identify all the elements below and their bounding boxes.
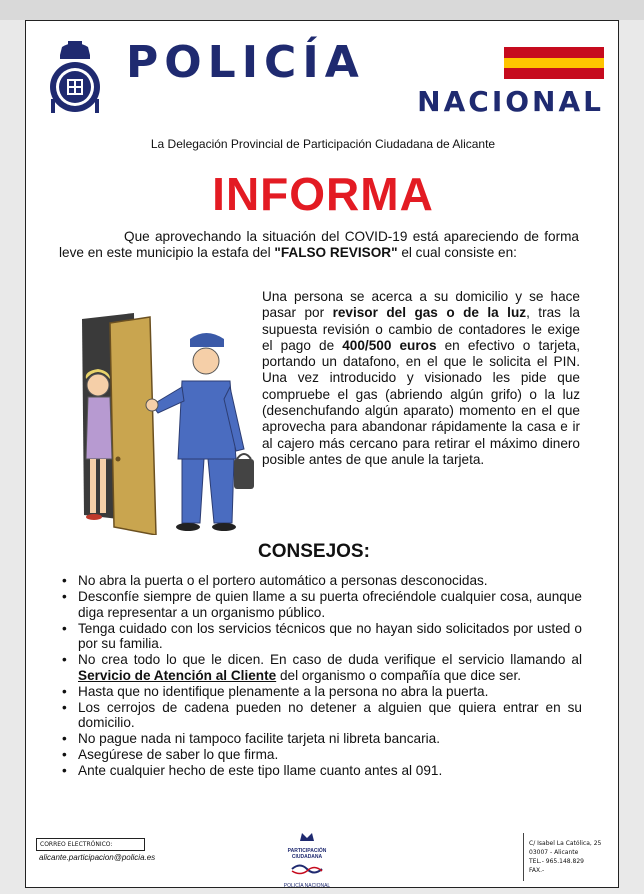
tip-text: Ante cualquier hecho de este tipo llame cuanto antes al 091. (78, 763, 443, 779)
story-text-1: Una persona se acerca a su domicilio y se hace pasar por (262, 289, 580, 321)
bullet: • (62, 652, 67, 668)
tip-text: Tenga cuidado con los servicios técnicos que no hayan sido solicitados por usted o por su familia. (78, 620, 582, 652)
policia-nacional-logo (126, 39, 606, 119)
handshake-icon (290, 860, 324, 878)
story-bold-revisor: revisor del gas o de la luz (332, 305, 527, 321)
informa-heading: INFORMA (212, 168, 434, 220)
bullet: • (62, 683, 67, 699)
tip-text: Los cerrojos de cadena pueden no detener a alguien que quiera entrar en su domicilio. (78, 699, 582, 731)
intro-paragraph (59, 229, 579, 261)
tips-list (62, 573, 582, 779)
address-block (529, 839, 614, 875)
bullet: • (62, 699, 67, 715)
tip-text: No abra la puerta o el portero automático a personas desconocidas. (78, 573, 488, 588)
footer-logo-bottom: POLICÍA NACIONAL (283, 883, 331, 889)
list-item (62, 684, 582, 700)
email-label: CORREO ELECTRÓNICO: (36, 838, 145, 851)
address-fax: FAX.- (529, 867, 545, 874)
poster-page (25, 20, 619, 888)
list-item (62, 763, 582, 779)
scam-description (262, 289, 580, 468)
tip-text: del organismo o compañía que dice ser. (276, 667, 522, 683)
crown-icon (298, 829, 316, 843)
tip-text: No pague nada ni tampoco facilite tarjeta ni libreta bancaria. (78, 731, 440, 747)
background-strip (0, 0, 644, 20)
list-item (62, 573, 582, 589)
tip-text: Hasta que no identifique plenamente a la persona no abra la puerta. (78, 683, 489, 699)
police-shield-icon (48, 39, 102, 117)
address-city: 03007 - Alicante (529, 849, 579, 856)
bullet: • (62, 747, 67, 763)
address-phone: TEL.- 965.148.829 (529, 858, 584, 865)
list-item (62, 621, 582, 652)
tip-text: Desconfíe siempre de quien llame a su puerta ofreciéndole cualquier cosa, aunque diga representar a un organismo público. (78, 588, 582, 620)
tip-text: No crea todo lo que le dicen. En caso de duda verifique el servicio llamando al (78, 652, 582, 668)
spain-flag-icon (504, 47, 604, 79)
list-item (62, 652, 582, 683)
bullet: • (62, 620, 67, 636)
email-address: alicante.participacion@policia.es (39, 853, 156, 862)
story-bold-amount: 400/500 euros (342, 337, 437, 353)
bullet: • (62, 763, 67, 779)
intro-text: Que aprovechando la situación del COVID-19 está apareciendo de forma leve en este municipio la estafa del (59, 229, 579, 260)
logo-nacional-text: NACIONAL (417, 85, 604, 118)
list-item (62, 747, 582, 763)
falso-revisor-highlight: "FALSO REVISOR" (274, 245, 398, 260)
consejos-heading: CONSEJOS: (258, 541, 370, 562)
delegation-subtitle: La Delegación Provincial de Participación Ciudadana de Alicante (150, 137, 496, 151)
bullet: • (62, 573, 67, 588)
bullet: • (62, 588, 67, 604)
bullet: • (62, 731, 67, 747)
address-street: C/ Isabel La Católica, 25 (529, 840, 602, 847)
tip-text: Asegúrese de saber lo que firma. (78, 747, 279, 763)
scam-illustration (74, 309, 254, 535)
story-text-2: , tras la supuesta revisión o cambio de contadores le exige el pago de (262, 305, 580, 353)
list-item (62, 731, 582, 747)
story-text-3: en efectivo o tarjeta, portando un datafono, en el que le solicita el PIN. Una vez introducido y visionado les pide que compruebe el gas (abriendo algún grifo) o la luz (desenchufando algún aparato) momento en el que aprovecha para abandonar rápidamente la casa e ir al cajero más cercano para retirar el máximo dinero posible antes de que anule la tarjeta. (262, 337, 580, 467)
participacion-ciudadana-logo (274, 829, 340, 889)
footer-logo-text: PARTICIPACIÓN CIUDADANA (287, 848, 327, 860)
intro-text-end: el cual consiste en: (397, 245, 517, 260)
logo-policia-text: POLICÍA (126, 37, 365, 88)
list-item (62, 700, 582, 731)
list-item (62, 589, 582, 620)
footer-divider (523, 833, 524, 881)
servicio-atencion-link: Servicio de Atención al Cliente (78, 667, 277, 683)
